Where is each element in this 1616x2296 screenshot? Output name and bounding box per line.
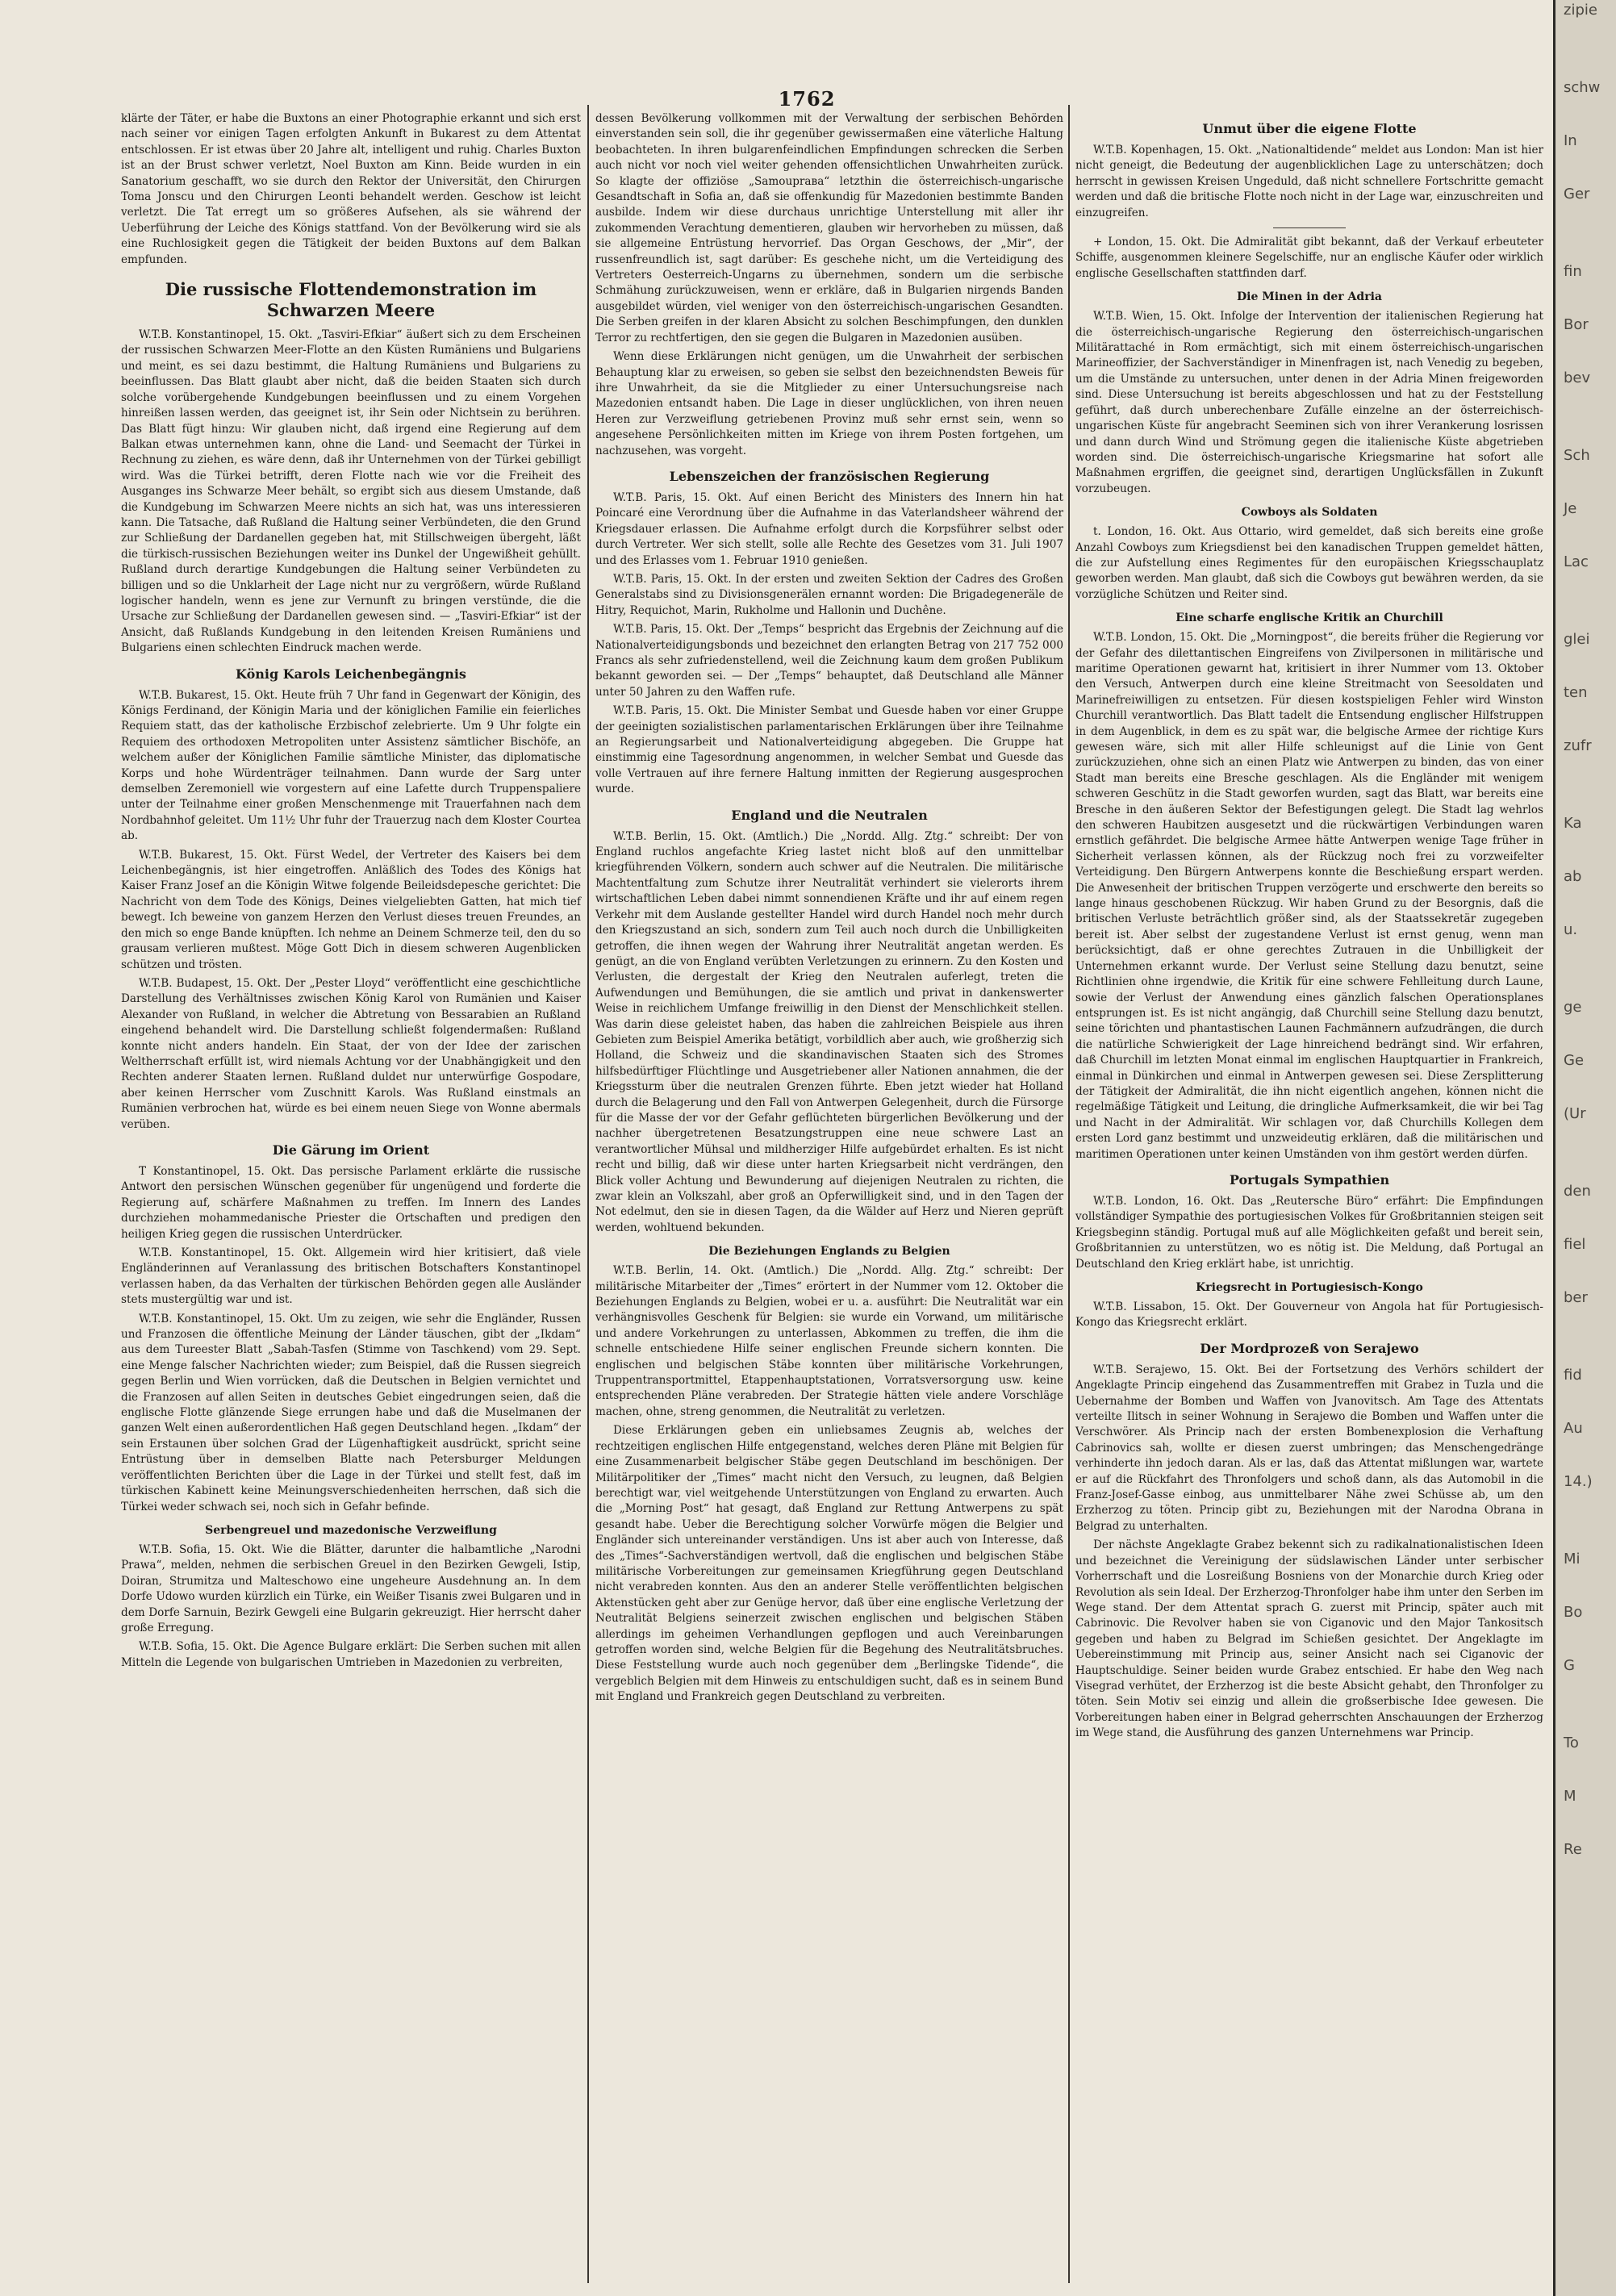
bleed-fragment: (Ur bbox=[1564, 1105, 1586, 1122]
article-paragraph: W.T.B. Kopenhagen, 15. Okt. „Nationaltidende“ meldet aus London: Man ist hier nicht geneigt, die Bedeutung der augenblicklichen Lage zu unterschätzen; doch herrscht in gewissen Kreisen Ungeduld, daß nicht schnellere Fortschritte gemacht werden und daß die britische Flotte noch nicht in der Lage war, einzuschreiten und einzugreifen. bbox=[1075, 144, 1543, 219]
column-middle bbox=[595, 111, 1063, 2273]
article-paragraph: W.T.B. Paris, 15. Okt. Der „Temps“ bespricht das Ergebnis der Zeichnung auf die Nationalverteidigungsbonds und bezeichnet den erlangten Betrag von 217 752 000 Francs als sehr zufriedenstellend, weil die Zeichnung kaum dem großen Publikum bekannt geworden sei. — Der „Temps“ behauptet, daß Deutschland alle Männer unter 50 Jahren zu den Waffen rufe. bbox=[595, 623, 1063, 699]
article-paragraph: Diese Erklärungen geben ein unliebsames Zeugnis ab, welches der rechtzeitigen englischen Hilfe entgegenstand, welches deren Pläne mit Belgien für eine Zusammenarbeit belgischer Stäbe gegen Deutschland im beschönigen. Der Militärpolitiker der „Times“ macht nicht den Versuch, zu leugnen, daß Belgien berechtigt war, viel weitgehende Unterstützungen von England zu erwarten. Auch die „Morning Post“ hat gesagt, daß England zur Rettung Antwerpens zu spät gesandt habe. Ueber die Berechtigung solcher Vorwürfe mögen die Belgier und Engländer sich untereinander verständigen. Uns ist aber auch von Interesse, daß des „Times“-Sachverständigen wertvoll, daß die englischen und belgischen Stäbe militärische Vorbereitungen zur gemeinsamen Kriegführung gegen Deutschland nicht verabreden konnten. Aus den an anderer Stelle veröffentlichten belgischen Aktenstücken geht aber zur Genüge hervor, daß über eine englische Verletzung der Neutralität Belgiens seinerzeit zwischen englischen und belgischen Stäben allerdings im geheimen Verhandlungen gepflogen und auch Vereinbarungen getroffen worden sind, welche Belgien für die Begehung des Neutralitätsbruches. Diese Feststellung wurde auch noch gegenüber dem „Berlingske Tidende“, die vergeblich Belgien mit dem Hinweis zu entschuldigen sucht, daß es in seinem Bund mit England und Frankreich gegen Deutschland zu verbreiten. bbox=[595, 1424, 1063, 1704]
article-paragraph: W.T.B. Budapest, 15. Okt. Der „Pester Lloyd“ veröffentlicht eine geschichtliche Darstellung des Verhältnisses zwischen König Karol von Rumänien und Kaiser Alexander von Rußland, in welcher die Abtretung von Bessarabien an Rußland eingehend behandelt wird. Die Darstellung schließt folgendermaßen: Rußland konnte nicht anders handeln. Ein Staat, der von der Idee der zarischen Weltherrschaft erfüllt ist, wird niemals Achtung vor der Unabhängigkeit und den Rechten anderer Staaten lernen. Rußland duldet nur unterwürfige Gospodare, aber keinen Herrscher vom Zuschnitt Karols. Was Rußland einstmals an Rumänien verbrochen hat, würde es bei einem neuen Siege von Wonne abermals verüben. bbox=[121, 976, 581, 1131]
article-paragraph: Der nächste Angeklagte Grabez bekennt sich zu radikalnationalistischen Ideen und bezeichnet die Vereinigung der südslawischen Länder unter serbischer Vorherrschaft und die Losreißung Bosniens von der Monarchie durch Krieg oder Revolution als sein Ideal. Der Erzherzog-Thronfolger habe ihm unter den Serben im Wege stand. Der dem Attentat sprach G. zuerst mit Princip, später auch mit Cabrinovic. Die Revolver haben sie von Ciganovic und den Major Tankositsch gegeben und haben zu Belgrad im Schießen gesichtet. Der Angeklagte im Uebereinstimmung mit Princip aus, seiner Ansicht nach sei Ciganovic der Hauptschuldige. Seiner beiden wurde Grabez entschied. Er habe den Weg nach Visegrad verhütet, der Erzherzog ist die beste Absicht gehabt, den Thronfolger zu töten. Sein Motiv sei einzig und allein die großserbische Idee gewesen. Die Vorbereitungen haben einer in Belgrad geherrschten Anschauungen der Erzherzog im Wege stand, die Ausführung des ganzen Unternehmens war Princip. bbox=[1075, 1538, 1543, 1740]
bleed-fragment: fiel bbox=[1564, 1236, 1586, 1253]
bleed-fragment: zufr bbox=[1564, 737, 1592, 754]
article-paragraph: W.T.B. Serajewo, 15. Okt. Bei der Fortsetzung des Verhörs schildert der Angeklagte Princip eingehend das Zusammentreffen mit Grabez in Tuzla und die Uebernahme der Bomben und Waffen von Jvanovitsch. Am Tage des Attentats verteilte Ilitsch in seiner Wohnung in Serajewo die Bomben und Waffen unter die Verschwörer. Als Princip nach der ersten Bombenexplosion die Verhaftung Cabrinovics sah, wollte er diesen zuerst umbringen; das Menschengedränge verhinderte ihn jedoch daran. Als er las, daß das Attentat mißlungen war, wartete er auf die Rückfahrt des Thronfolgers und schoß dann, als das Automobil in die Franz-Josef-Gasse einbog, aus unmittelbarer Nähe zwei Schüsse ab, um den Erzherzog zu töten. Princip gibt zu, Beziehungen mit der Narodna Obrana in Belgrad zu unterhalten. bbox=[1075, 1363, 1543, 1533]
article-subheadline: Serbengreuel und mazedonische Verzweiflung bbox=[205, 1523, 497, 1537]
bleed-fragment: Je bbox=[1564, 500, 1577, 517]
article-paragraph: T Konstantinopel, 15. Okt. Das persische Parlament erklärte die russische Antwort den persischen Wünschen gegenüber für ungenügend und forderte die Regierung auf, schärfere Maßnahmen zu treffen. Im Innern des Landes durchziehen mohammedanische Priester die Ortschaften und predigen den heiligen Krieg gegen die russischen Unterdrücker. bbox=[121, 1164, 581, 1241]
article-paragraph: W.T.B. Berlin, 14. Okt. (Amtlich.) Die „Nordd. Allg. Ztg.“ schreibt: Der militärische Mitarbeiter der „Times“ erörtert in der Nummer vom 12. Oktober die Beziehungen Englands zu Belgien, wobei er u. a. ausführt: Die Neutralität war ein verhängnisvolles Geschenk für Belgien: sie wurde ein Vorwand, um militärische und andere Vorkehrungen zu unterlassen, Abkommen zu treffen, die ihm die schnelle entschiedene Hilfe seiner englischen Freunde sichern konnten. Die englischen und belgischen Stäbe konnten über militärische Vorkehrungen, Truppentransportmittel, Etappenhauptstationen, Vorratsversorgung usw. keine entsprechenden Pläne verabreden. Der Strategie hätten viele andere Vorschläge machen, ohne, streng genommen, die Neutralität zu verletzen. bbox=[595, 1264, 1063, 1418]
bleed-fragment: bev bbox=[1564, 369, 1591, 386]
bleed-fragment: Mi bbox=[1564, 1551, 1581, 1568]
bleed-fragment: Ka bbox=[1564, 815, 1582, 832]
article-paragraph: W.T.B. London, 15. Okt. Die „Morningpost“, die bereits früher die Regierung vor der Gefahr des dilettantischen Eingreifens von Zivilpersonen in militärische und maritime Operationen gewarnt hat, kritisiert in ihrer Nummer vom 13. Oktober den Versuch, Antwerpen durch eine kleine Streitmacht von Seesoldaten und Marinefreiwilligen zu entsetzen. Für diesen kostspieligen Fehler wird Winston Churchill verantwortlich. Das Blatt tadelt die Entsendung englischer Hilfstruppen in dem Augenblick, in dem es zu spät war, die belgische Armee der richtige Kurs gewesen wäre, sich mit aller Hilfe schleunigst auf die Linie von Gent zurückzuziehen, ohne sich an einen Platz wie Antwerpen zu binden, das von einer Stadt man bereits eine Bresche geschlagen. Als die Engländer mit wenigem schweren Geschütz in die Stadt geworfen wurden, sagt das Blatt, war bereits eine Bresche in den äußeren Sektor der Befestigungen gelegt. Die Stadt lag wehrlos den schweren Haubitzen ausgesetzt und die rückwärtigen Verbindungen waren ernstlich gefährdet. Die belgische Armee hätte Antwerpen wenige Tage früher in Sicherheit verlassen können, als der Rückzug noch frei zu vorzweifelter Verteidigung. Den Bürgern Antwerpens konnte die Beschießung erspart werden. Die Anwesenheit der britischen Truppen verzögerte und erschwerte den bereits so lange hinaus geschobenen Rückzug. Wir haben Grund zu der Besorgnis, daß die britischen Verluste beträchtlich größer sind, als der Staatssekretär zugegeben bereit ist. Aber selbst der zugestandene Verlust ist ernst genug, wenn man berücksichtigt, daß er ohne gerechtes Zutrauen in die Unbilligkeit der Unternehmen erkannt wurde. Der Verlust seine Stellung dazu benutzt, seine Richtlinien ohne irgendwie, die Kritik für eine schwere Fehlleitung durch Laune, sowie der Verlust der Anwendung eines gänzlich falschen Operationsplanes entsprungen ist. Es ist nicht angängig, daß Churchill seine Stellung dazu benutzt, seine törichten und phantastischen Launen Fachmännern aufzudrängen, die durch die natürliche Schwierigkeit der Lage hinreichend bedrängt sind. Wir erfahren, daß Churchill im letzten Monat einmal im englischen Hauptquartier in Frankreich, einmal in Dünkirchen und einmal in Antwerpen gewesen sei. Diese Zersplitterung der Tätigkeit der Admiralität, die ihn nicht eigentlich angehen, können nicht die regelmäßige Tätigkeit und Leitung, die dringliche Aufmerksamkeit, die wir bei Tag und Nacht in der Admiralität. Wir schlagen vor, daß Churchills Kollegen dem ersten Lord ganz bestimmt und unzweideutig erklären, daß die militärischen und maritimen Operationen unter keinen Umständen von ihm gestört werden dürfen. bbox=[1075, 631, 1543, 1161]
column-left bbox=[121, 111, 581, 2273]
article-paragraph: W.T.B. Paris, 15. Okt. Die Minister Sembat und Guesde haben vor einer Gruppe der geeinigten sozialistischen parlamentarischen Erklärungen über ihre Teilnahme an Regierungsarbeit und Nationalverteidigung abgegeben. Die Gruppe hat einstimmig eine Tagesordnung angenommen, in welcher Sembat und Guesde das volle Vertrauen auf ihre fernere Haltung inmitten der Regierung ausgesprochen wurde. bbox=[595, 704, 1063, 796]
article-paragraph: + London, 15. Okt. Die Admiralität gibt bekannt, daß der Verkauf erbeuteter Schiffe, ausgenommen kleinere Segelschiffe, nur an englische Käufer oder wirklich englische Gesellschaften stattfinden darf. bbox=[1075, 236, 1543, 280]
bleed-fragment: ge bbox=[1564, 999, 1582, 1016]
bleed-fragment: Sch bbox=[1564, 447, 1590, 464]
article-headline: Portugals Sympathien bbox=[1229, 1171, 1390, 1188]
article-paragraph: W.T.B. Bukarest, 15. Okt. Heute früh 7 Uhr fand in Gegenwart der Königin, des Königs Ferdinand, der Königin Maria und der königlichen Familie ein feierliches Requiem statt, das der katholische Erzbischof zelebrierte. Um 9 Uhr folgte ein Requiem des orthodoxen Metropoliten unter Assistenz sämtlicher Bischöfe, an welchem außer der Königlichen Familie sämtliche Minister, das diplomatische Korps und hohe Würdenträger teilnahmen. Dann wurde der Sarg unter demselben Zeremoniell wie vorgestern auf eine Lafette durch Truppenspaliere unter der Teilnahme einer großen Menschenmenge mit Trauerfahnen nach dem Nordbahnhof geleitet. Um 11½ Uhr fuhr der Trauerzug nach dem Kloster Courtea ab. bbox=[121, 688, 581, 843]
bleed-fragment: M bbox=[1564, 1788, 1576, 1805]
bleed-fragment: Ger bbox=[1564, 186, 1590, 202]
article-paragraph: W.T.B. Paris, 15. Okt. In der ersten und zweiten Sektion der Cadres des Großen Generalstabs sind zu Divisionsgenerälen ernannt worden: Die Brigadegeneräle de Hitry, Requichot, Marin, Rukholme und Hallonin und Duchêne. bbox=[595, 572, 1063, 617]
bleed-fragment: G bbox=[1564, 1657, 1575, 1674]
bleed-fragment: To bbox=[1564, 1735, 1579, 1751]
column-right bbox=[1075, 111, 1543, 2273]
bleed-fragment: Au bbox=[1564, 1420, 1583, 1437]
article-paragraph: W.T.B. Sofia, 15. Okt. Die Agence Bulgare erklärt: Die Serben suchen mit allen Mitteln die Legende von bulgarischen Umtrieben in Mazedonien zu verbreiten, bbox=[121, 1640, 581, 1669]
bleed-fragment: ber bbox=[1564, 1289, 1588, 1306]
article-headline: König Karols Leichenbegängnis bbox=[236, 666, 466, 682]
bleed-fragment: fid bbox=[1564, 1367, 1582, 1384]
bleed-fragment: Re bbox=[1564, 1841, 1582, 1858]
bleed-fragment: Ge bbox=[1564, 1052, 1585, 1069]
article-paragraph: W.T.B. Lissabon, 15. Okt. Der Gouverneur von Angola hat für Portugiesisch-Kongo das Kriegsrecht erklärt. bbox=[1075, 1300, 1543, 1330]
article-paragraph: W.T.B. Bukarest, 15. Okt. Fürst Wedel, der Vertreter des Kaisers bei dem Leichenbegängnis, ist hier eingetroffen. Anläßlich des Todes des Königs hat Kaiser Franz Josef an die Königin Witwe folgende Beileidsdepesche gerichtet: Die Nachricht von dem Tode des Königs, Deines vielgeliebten Gatten, hat mich tief bewegt. Ich beweine von ganzem Herzen den Verlust dieses treuen Freundes, an den mich so enge Bande knüpften. Ich nehme an Deinem Schmerze teil, den du so grausam verlieren mußtest. Möge Gott Dich in diesem schweren Augenblicken schützen und trösten. bbox=[121, 848, 581, 971]
article-paragraph: W.T.B. Konstantinopel, 15. Okt. „Tasviri-Efkiar“ äußert sich zu dem Erscheinen der russischen Schwarzen Meer-Flotte an den Küsten Rumäniens und Bulgariens und meint, es sei dazu bestimmt, die Haltung Rumäniens und Bulgariens zu beeinflussen. Das Blatt glaubt aber nicht, daß die beiden Staaten sich durch solche vorübergehende Kundgebungen beeinflussen und zu einem Vorgehen hinreißen lassen werden, das geeignet ist, ihr Sein oder Nichtsein zu berühren. Das Blatt fügt hinzu: Wir glauben nicht, daß irgend eine Regierung auf dem Balkan etwas unternehmen kann, ohne die Land- und Seemacht der Türkei in Rechnung zu ziehen, es wäre denn, daß ihr Unternehmen von der Türkei gebilligt wird. Was die Türkei betrifft, deren Flotte nach wie vor die Freiheit des Ausganges ins Schwarze Meer behält, so ergibt sich aus diesem Umstande, daß die Kundgebung im Schwarzen Meere nichts an sich hat, was uns interessieren kann. Die Tatsache, daß Rußland die Haltung seiner Verbündeten, die den Grund zur Schließung der Dardanellen gegeben hat, mit Stillschweigen übergeht, läßt die türkisch-russischen Beziehungen weiter ins Dunkel der Ungewißheit gehüllt. Rußland durch derartige Kundgebungen die Haltung seiner Verbündeten zu billigen und so die Unklarheit der Lage nicht nur zu vergrößern, würde Rußland logischer handeln, wenn es jene zur Vernunft zu bringen verstünde, die die Ursache zur Schließung der Dardanellen gewesen sind. — „Tasviri-Efkiar“ ist der Ansicht, daß Rußlands Kundgebung in den leitenden Kreisen Rumäniens und Bulgariens einen schlechten Eindruck machen werde. bbox=[121, 328, 581, 655]
article-paragraph: W.T.B. Konstantinopel, 15. Okt. Um zu zeigen, wie sehr die Engländer, Russen und Franzosen die öffentliche Meinung der Länder täuschen, gibt der „Ikdam“ aus dem Tureester Blatt „Sabah-Tasfen (Stimme von Taschkend) vom 29. Sept. eine Menge falscher Nachrichten wieder; zum Beispiel, daß die Russen siegreich gegen Berlin und Wien vorrücken, daß die Deutschen in Belgien vernichtet und die Franzosen auf allen Seiten in deutsches Gebiet eingedrungen seien, daß die englische Flotte glänzende Siege errungen habe und daß die Muselmanen der ganzen Welt einen außerordentlichen Haß gegen Deutschland hegen. „Ikdam“ der sein Erstaunen über solchen Grad der Lügenhaftigkeit ausdrückt, spricht seine Entrüstung über in demselben Blatte nach Petersburger Meldungen veröffentlichten Berichten über die Lage in der Türkei und stellt fest, daß im türkischen Kabinett keine Meinungsverschiedenheiten herrschen, daß sich die Türkei weder schwach sei, noch sich in Gefahr befinde. bbox=[121, 1312, 581, 1513]
column-rule-right bbox=[1068, 105, 1070, 2283]
bleed-fragment: fin bbox=[1564, 263, 1582, 280]
article-paragraph: W.T.B. Konstantinopel, 15. Okt. Allgemein wird hier kritisiert, daß viele Engländerinnen auf Veranlassung des britischen Botschafters Konstantinopel verlassen haben, da das Verhalten der türkischen Behörden gegen alle Ausländer stets mustergültig war und ist. bbox=[121, 1246, 581, 1307]
article-paragraph: t. London, 16. Okt. Aus Ottario, wird gemeldet, daß sich bereits eine große Anzahl Cowboys zum Kriegsdienst bei den kanadischen Truppen gemeldet hätten, die zur Aufstellung eines Regimentes für den europäischen Kriegsschauplatz geworben werden. Man glaubt, daß sich die Cowboys gut bewähren werden, da sie vorzügliche Schützen und Reiter sind. bbox=[1075, 525, 1543, 601]
article-headline: Unmut über die eigene Flotte bbox=[1202, 121, 1417, 136]
article-paragraph: Wenn diese Erklärungen nicht genügen, um die Unwahrheit der serbischen Behauptung klar zu erweisen, so geben sie selbst den bezeichnendsten Beweis für ihre Unwahrheit, da sie die Mitglieder zu einer Untersuchungsreise nach Mazedonien entsandt haben. Die Lage in dieser unglücklichen, von ihren neuen Heren zur Verzweiflung getriebenen Provinz muß sehr ernst sein, wenn so angesehene Persönlichkeiten mitten im Kriege von ihrem Posten fortgehen, um nachzusehen, was vorgeht. bbox=[595, 350, 1063, 457]
article-paragraph: W.T.B. Sofia, 15. Okt. Wie die Blätter, darunter die halbamtliche „Narodni Prawa“, melden, nehmen die serbischen Greuel in den Bezirken Gewgeli, Istip, Doiran, Strumitza und Malteschowo eine ungeheure Ausdehnung an. In dem Dorfe Udowo wurden kürzlich ein Türke, ein Weißer Tisanis zwei Bulgaren und in dem Dorfe Sarnuin, Bezirk Gewgeli eine Bulgarin gekreuzigt. Hier herrscht daher große Erregung. bbox=[121, 1542, 581, 1634]
bleed-fragment: Bo bbox=[1564, 1604, 1583, 1621]
article-paragraph: dessen Bevölkerung vollkommen mit der Verwaltung der serbischen Behörden einverstanden sein soll, die ihr gegenüber gewissermaßen eine väterliche Haltung beobachteten. In ihren bulgarenfeindlichen Empfindungen schrecken die Serben auch nicht vor noch viel weiter gehenden offensichtlichen Unwahrheiten zurück. So klagte der offiziöse „Samoupraва“ letzthin die österreichisch-ungarische Gesandtschaft in Sofia an, daß sie offenkundig für Mazedonien bestimmte Banden ausbilde. Indem wir diese durchaus unrichtige Unterstellung mit aller ihr zukommenden Verachtung dementieren, glauben wir hervorheben zu müssen, daß sie allgemeine Entrüstung hervorrief. Das Organ Geschows, der „Mir“, der russenfreundlich ist, sagt darüber: Es geschehe nicht, um die Verteidigung des Vertreters Oesterreich-Ungarns zu übernehmen, sondern um die serbische Schmähung zurückzuweisen, wenn er erkläre, daß in Bulgarien nirgends Banden ausgebildet würden, viel weniger von den österreichisch-ungarischen Gesandten. Die Serben greifen in der klaren Absicht zu solchen Beschimpfungen, den dunklen Terror zu rechtfertigen, den sie gegen die Bulgaren in Mazedonien ausüben. bbox=[595, 112, 1063, 344]
article-paragraph: W.T.B. Berlin, 15. Okt. (Amtlich.) Die „Nordd. Allg. Ztg.“ schreibt: Der von England ruchlos angefachte Krieg lastet nicht bloß auf den unmittelbar kriegführenden Völkern, sondern auch schwer auf die Neutralen. Die militärische Machtentfaltung zum Schutze ihrer Neutralität verhindert sie vielerorts ihrem wirtschaftlichen Leben dabei nimmt sonnendienen Kräfte und ihr auf einem regen Verkehr mit dem Auslande gestellter Handel wird durch Handel noch mehr durch den Kriegszustand an sich, sondern zum Teil auch noch durch die Unbilligkeiten getroffen, die ihnen wegen der Wahrung ihrer Neutralität angetan werden. Es genügt, an die von England verübten Verletzungen zu erinnern. Zu den Kosten und Verlusten, die dergestalt der Krieg den Neutralen auferlegt, treten die Aufwendungen und Bemühungen, die sie amtlich und privat in dankenswerter Weise in reichlichem Umfange freiwillig in den Dienst der Menschlichkeit stellen. Was darin diese geleistet haben, das haben die zahlreichen Beispiele aus ihren Gebieten zum Beispiel Amerika betätigt, vorbildlich aber auch, wie großherzig sich Holland, die Schweiz und die skandinavischen Staaten sich des Stromes hilfsbedürftiger Flüchtlinge und Ausgetriebener aller Nationen annahmen, die der Kriegssturm über die neutralen Grenzen führte. Eben jetzt wieder hat Holland durch die Belagerung und den Fall von Antwerpen Gelegenheit, durch die Fürsorge für die Masse der vor der Gefahr geflüchteten bürgerlichen Bevölkerung und der nachher übergetretenen Besatzungstruppen eine neue schwere Last an verantwortlicher Mühsal und mildherziger Hilfe aufgebürdet erhalten. Es ist nicht recht und billig, daß wir diese unter harten Kriegsarbeit nicht verdrängen, den Blick voller Achtung und Bewunderung auf diejenigen Neutralen zu richten, die zwar klein an Volkszahl, aber groß an Opferwilligkeit sind, und in den Tagen der Not edelmut, den sie in diesen Tagen, da die Wälder auf Herz und Nieren geprüft werden, wohltuend bekunden. bbox=[595, 829, 1063, 1234]
article-subheadline: Cowboys als Soldaten bbox=[1241, 506, 1378, 520]
article-headline: Die russische Flottendemonstration im Schwarzen Meere bbox=[165, 279, 537, 321]
bleed-fragment: schw bbox=[1564, 79, 1601, 96]
article-headline: Lebenszeichen der französischen Regierung bbox=[669, 468, 990, 484]
article-headline: Die Gärung im Orient bbox=[272, 1142, 430, 1158]
adjacent-page-edge bbox=[1553, 0, 1616, 2296]
article-paragraph: W.T.B. London, 16. Okt. Das „Reutersche Büro“ erfährt: Die Empfindungen vollständiger Sympathie des portugiesischen Volkes für Großbritannien steigen seit Kriegsbeginn ständig. Portugal muß auf alle Möglichkeiten gefaßt und bereit sein, Großbritannien zu unterstützen, wo es nötig ist. Die Meldung, daß Portugal an Deutschland den Krieg erklärt habe, ist unrichtig. bbox=[1075, 1194, 1543, 1271]
adjacent-page-bleed-text bbox=[1564, 0, 1601, 1917]
bleed-fragment: den bbox=[1564, 1183, 1591, 1200]
bleed-fragment: zipie bbox=[1564, 2, 1597, 19]
article-paragraph: W.T.B. Wien, 15. Okt. Infolge der Intervention der italienischen Regierung hat die österreichisch-ungarische Regierung den österreichisch-ungarischen Militärattaché in Rom ermächtigt, sich mit einem österreichisch-ungarischen Marineoffizier, der Sachverständiger in Minenfragen ist, nach Venedig zu begeben, um die Umstände zu untersuchen, unter denen in der Adria Minen freigeworden sind. Diese Untersuchung ist bereits abgeschlossen und hat zu der Feststellung geführt, daß durch unberechenbare Zufälle einzelne an der österreichisch-ungarischen Küste für angebracht Seeminen sich von ihrer Verankerung losrissen und dann durch Wind und Strömung gegen die italienische Küste abgetrieben worden sind. Die österreichisch-ungarische Kriegsmarine hat sofort alle Maßnahmen ergriffen, die geeignet sind, derartigen Unglücksfällen in Zukunft vorzubeugen. bbox=[1075, 310, 1543, 495]
bleed-fragment: u. bbox=[1564, 921, 1578, 938]
bleed-fragment: 14.) bbox=[1564, 1473, 1593, 1490]
bleed-fragment: In bbox=[1564, 132, 1577, 149]
bleed-fragment: glei bbox=[1564, 631, 1590, 648]
column-rule-left bbox=[587, 105, 589, 2283]
bleed-fragment: Bor bbox=[1564, 316, 1589, 333]
bleed-fragment: ab bbox=[1564, 868, 1582, 885]
article-subheadline: Kriegsrecht in Portugiesisch-Kongo bbox=[1196, 1281, 1423, 1294]
article-subheadline: Die Beziehungen Englands zu Belgien bbox=[708, 1245, 950, 1259]
article-subheadline: Die Minen in der Adria bbox=[1237, 290, 1382, 304]
article-headline: England und die Neutralen bbox=[731, 807, 928, 823]
bleed-fragment: Lac bbox=[1564, 553, 1589, 570]
article-subheadline: Eine scharfe englische Kritik an Churchill bbox=[1175, 612, 1443, 625]
page-number: 1762 bbox=[778, 87, 836, 111]
article-paragraph: W.T.B. Paris, 15. Okt. Auf einen Bericht des Ministers des Innern hin hat Poincaré eine Verordnung über die Aufnahme in das Vaterlandsheer während der Kriegsdauer erlassen. Die Aufnahme erfolgt durch die Korpsführer selbst oder durch Vertreter. Wer sich stellt, solle alle Rechte des Gesetzes vom 31. Juli 1907 und des Erlasses vom 1. Februar 1910 genießen. bbox=[595, 491, 1063, 567]
article-paragraph: klärte der Täter, er habe die Buxtons an einer Photographie erkannt und sich erst nach seiner vor einigen Tagen erfolgten Ankunft in Bukarest zu dem Attentat entschlossen. Er ist etwas über 20 Jahre alt, intelligent und ruhig. Charles Buxton ist an der Brust schwer verletzt, Noel Buxton am Kinn. Beide wurden in ein Sanatorium geschafft, wo sie durch den Rektor der Universität, den Chirurgen Toma Jonscu und den Chirurgen Leonti behandelt werden. Geschow ist leicht verletzt. Die Tat erregt um so größeres Aufsehen, als sie während der Ueberführung der Leiche des Königs stattfand. Von der Bevölkerung wird sie als eine Ruchlosigkeit gegen die Tätigkeit der beiden Buxtons auf dem Balkan empfunden. bbox=[121, 112, 581, 266]
bleed-fragment: ten bbox=[1564, 684, 1588, 701]
article-headline: Der Mordprozeß von Serajewo bbox=[1200, 1340, 1419, 1356]
